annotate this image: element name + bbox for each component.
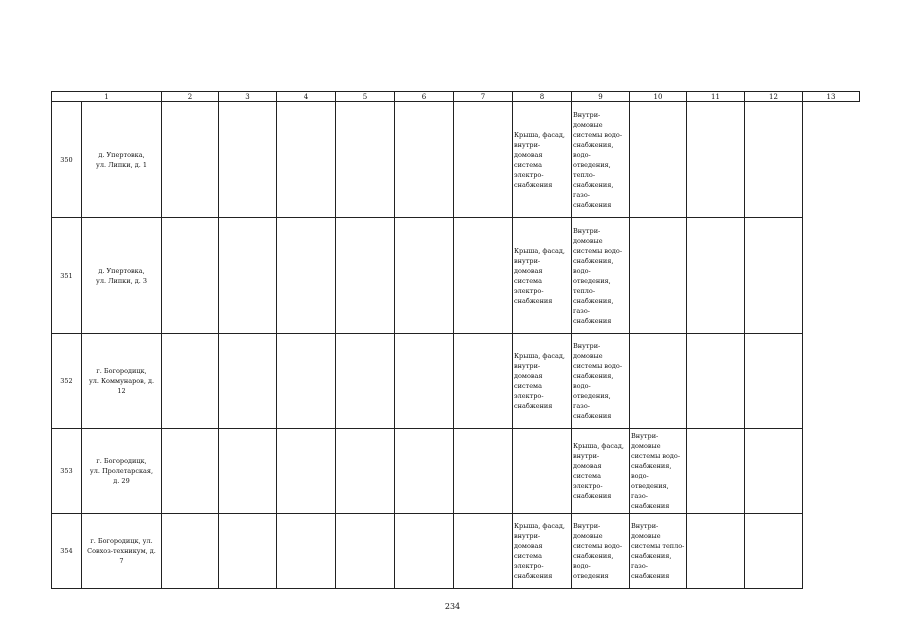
empty-cell	[219, 514, 277, 589]
empty-cell	[336, 334, 395, 429]
header-cell: 7	[454, 92, 513, 102]
empty-cell	[454, 102, 513, 218]
row-number: 350	[52, 102, 82, 218]
works-cell-col9: Крыша, фасад, внутри- домовая система электро- снабжения	[513, 514, 572, 589]
header-cell: 13	[803, 92, 860, 102]
empty-cell	[336, 429, 395, 514]
empty-cell	[277, 218, 336, 334]
header-cell: 4	[277, 92, 336, 102]
empty-cell	[336, 514, 395, 589]
header-cell: 9	[572, 92, 630, 102]
empty-cell	[162, 334, 219, 429]
row-address: д. Упертовка, ул. Липки, д. 1	[82, 102, 162, 218]
empty-cell	[395, 334, 454, 429]
empty-cell	[745, 514, 803, 589]
empty-cell	[687, 334, 745, 429]
empty-cell	[745, 429, 803, 514]
header-cell: 2	[162, 92, 219, 102]
empty-cell	[687, 218, 745, 334]
row-number: 352	[52, 334, 82, 429]
header-cell: 8	[513, 92, 572, 102]
header-cell: 6	[395, 92, 454, 102]
table-row	[52, 218, 860, 334]
empty-cell	[687, 429, 745, 514]
empty-cell	[454, 514, 513, 589]
empty-cell	[745, 218, 803, 334]
works-cell-col9: Крыша, фасад, внутри- домовая система электро- снабжения	[513, 334, 572, 429]
row-address: г. Богородицк, ул. Пролетарская, д. 29	[82, 429, 162, 514]
empty-cell	[277, 334, 336, 429]
empty-cell	[395, 429, 454, 514]
works-cell-col10: Внутри- домовые системы водо- снабжения, водо- отведения, газо- снабжения	[572, 334, 630, 429]
empty-cell	[454, 334, 513, 429]
header-cell: 12	[745, 92, 803, 102]
works-cell-col11	[630, 102, 687, 218]
row-address: г. Богородицк, ул. Коммунаров, д. 12	[82, 334, 162, 429]
empty-cell	[454, 429, 513, 514]
empty-cell	[162, 514, 219, 589]
row-address: д. Упертовка, ул. Липки, д. 3	[82, 218, 162, 334]
row-number: 351	[52, 218, 82, 334]
works-cell-col10: Крыша, фасад, внутри- домовая система электро- снабжения	[572, 429, 630, 514]
empty-cell	[219, 429, 277, 514]
works-cell-col9: Крыша, фасад, внутри- домовая система электро- снабжения	[513, 102, 572, 218]
page-number: 234	[444, 602, 461, 611]
header-cell: 1	[52, 92, 162, 102]
empty-cell	[454, 218, 513, 334]
table-row	[52, 334, 860, 429]
works-cell-col9: Крыша, фасад, внутри- домовая система электро- снабжения	[513, 218, 572, 334]
empty-cell	[277, 514, 336, 589]
row-number: 353	[52, 429, 82, 514]
empty-cell	[219, 102, 277, 218]
empty-cell	[219, 334, 277, 429]
empty-cell	[277, 429, 336, 514]
row-address: г. Богородицк, ул. Совхоз-техникум, д. 7	[82, 514, 162, 589]
works-cell-col10: Внутри- домовые системы водо- снабжения, водо- отведения	[572, 514, 630, 589]
empty-cell	[162, 218, 219, 334]
header-cell: 10	[630, 92, 687, 102]
header-cell: 11	[687, 92, 745, 102]
row-number: 354	[52, 514, 82, 589]
empty-cell	[336, 102, 395, 218]
table-row	[52, 429, 860, 514]
empty-cell	[336, 218, 395, 334]
header-cell: 3	[219, 92, 277, 102]
works-cell-col11	[630, 334, 687, 429]
empty-cell	[162, 102, 219, 218]
empty-cell	[219, 218, 277, 334]
works-cell-col11	[630, 218, 687, 334]
empty-cell	[395, 218, 454, 334]
empty-cell	[687, 102, 745, 218]
empty-cell	[395, 514, 454, 589]
header-row	[52, 92, 860, 102]
works-cell-col11: Внутри- домовые системы тепло- снабжения, газо- снабжения	[630, 514, 687, 589]
empty-cell	[277, 102, 336, 218]
empty-cell	[745, 334, 803, 429]
table-row	[52, 102, 860, 218]
works-cell-col10: Внутри- домовые системы водо- снабжения, водо- отведения, тепло- снабжения, газо- снабжения	[572, 218, 630, 334]
empty-cell	[162, 429, 219, 514]
empty-cell	[395, 102, 454, 218]
empty-cell	[745, 102, 803, 218]
table-row	[52, 514, 860, 589]
empty-cell	[687, 514, 745, 589]
works-cell-col9	[513, 429, 572, 514]
works-table	[51, 91, 860, 589]
works-cell-col10: Внутри- домовые системы водо- снабжения, водо- отведения, тепло- снабжения, газо- снабжения	[572, 102, 630, 218]
works-cell-col11: Внутри- домовые системы водо- снабжения, водо- отведения, газо- снабжения	[630, 429, 687, 514]
header-cell: 5	[336, 92, 395, 102]
